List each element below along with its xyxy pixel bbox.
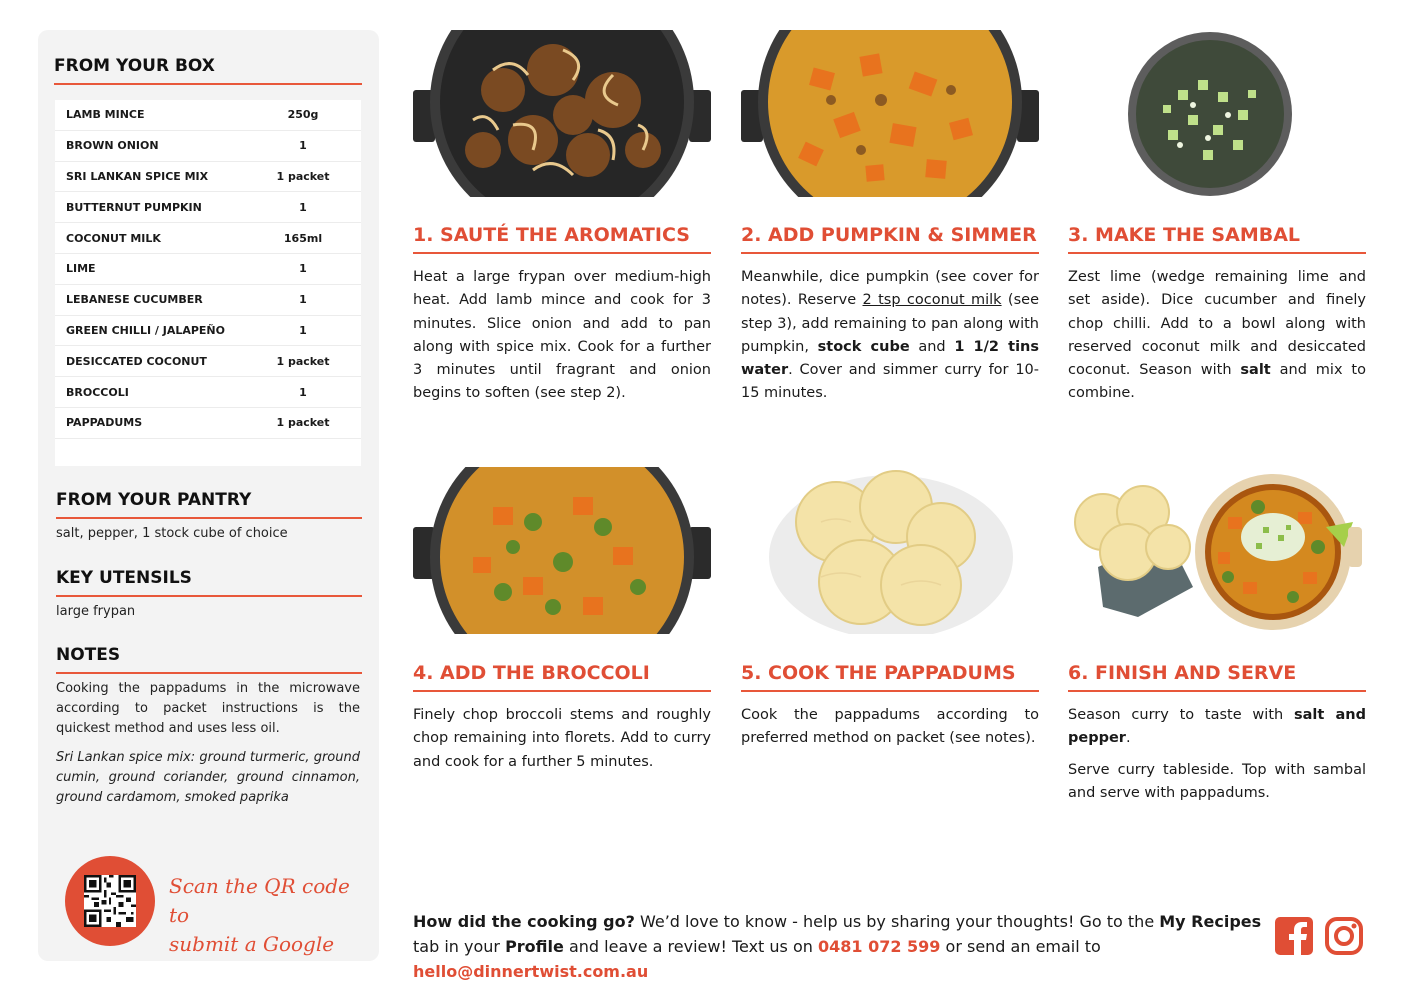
pantry-text: salt, pepper, 1 stock cube of choice	[56, 526, 288, 541]
table-row	[55, 192, 361, 223]
key-utensils-heading: KEY UTENSILS	[56, 568, 362, 597]
step-6-text	[1068, 704, 1366, 751]
ingredient-name: BUTTERNUT PUMPKIN	[66, 200, 202, 214]
footer-phone-link[interactable]: 0481 072 599	[817, 937, 941, 956]
facebook-icon[interactable]	[1275, 917, 1313, 955]
step-6-text-bold: salt and pepper	[1068, 707, 1366, 747]
footer-my-recipes: My Recipes	[1159, 912, 1262, 931]
table-row	[55, 254, 361, 285]
qr-prompt-text	[169, 872, 359, 959]
step-2-image	[741, 30, 1039, 197]
ingredient-qty: 1	[299, 262, 307, 276]
ingredient-name: SRI LANKAN SPICE MIX	[66, 169, 209, 183]
step-6-text-a: Season curry to taste with	[1068, 707, 1294, 723]
ingredient-name: DESICCATED COCONUT	[66, 354, 207, 368]
step-3-text-bold: salt	[1240, 362, 1271, 379]
ingredient-qty: 250g	[287, 108, 319, 122]
ingredient-qty: 1 packet	[276, 169, 330, 183]
qr-code-icon	[84, 875, 136, 927]
footer-question: How did the cooking go?	[413, 912, 635, 931]
ingredient-name: BROWN ONION	[66, 139, 159, 153]
notes-spice-text: Sri Lankan spice mix: ground turmeric, ground cumin, ground coriander, ground cinnamon, ground cardamom, smoked paprika	[56, 750, 360, 805]
from-your-box-heading: FROM YOUR BOX	[54, 56, 362, 85]
ingredient-name: LAMB MINCE	[66, 108, 145, 122]
ingredient-name: BROCCOLI	[66, 385, 129, 399]
ingredient-qty: 165ml	[283, 231, 323, 245]
ingredient-qty: 1 packet	[276, 354, 330, 368]
ingredients-table	[55, 100, 361, 466]
step-3-text	[1068, 266, 1366, 406]
step-1-text: Heat a large frypan over medium-high heat. Add lamb mince and cook for 3 minutes. Slice onion and add to pan along with spice mix. Cook for a further 3 minutes until fragrant and onion begins to soften (see step 2).	[413, 269, 711, 402]
step-3-text-b: and mix to combine.	[1068, 362, 1366, 402]
step-4-text: Finely chop broccoli stems and roughly chop remaining into florets. Add to curry and cook for a further 5 minutes.	[413, 707, 711, 770]
from-your-pantry-heading: FROM YOUR PANTRY	[56, 490, 362, 519]
ingredient-name: PAPPADUMS	[66, 416, 143, 430]
ingredient-qty: 1	[299, 200, 307, 214]
step-2-text-bold-2: 1 1/2 tins water	[741, 338, 1039, 379]
step-6-text-2: Serve curry tableside. Top with sambal and serve with pappadums.	[1068, 762, 1366, 802]
step-6-title: 6. FINISH AND SERVE	[1068, 662, 1366, 692]
ingredient-name: GREEN CHILLI / JALAPEÑO	[66, 323, 225, 337]
step-3-text-a: Zest lime (wedge remaining lime and set aside). Dice cucumber and finely chop chilli. Add to a bowl along with reserved coconut milk and desiccated coconut. Season with	[1068, 269, 1366, 379]
table-row	[55, 223, 361, 254]
ingredient-qty: 1	[299, 139, 307, 153]
footer-text-2: tab in your	[413, 937, 506, 956]
ingredient-qty: 1 packet	[276, 416, 330, 430]
footer-text-4: or send an email to	[940, 937, 1101, 956]
footer-email-link[interactable]: hello@dinnertwist.com.au	[413, 962, 649, 981]
step-1-image	[413, 30, 711, 197]
footer-text-3: and leave a review! Text us on	[563, 937, 818, 956]
step-2-text-c: and	[909, 338, 955, 355]
step-4-image	[413, 467, 711, 634]
step-4-title: 4. ADD THE BROCCOLI	[413, 662, 711, 692]
qr-line-2: submit a Google	[169, 932, 335, 956]
table-row	[55, 346, 361, 377]
instagram-icon[interactable]	[1325, 917, 1363, 955]
utensils-text: large frypan	[56, 604, 136, 619]
ingredient-name: LIME	[66, 262, 96, 276]
footer-feedback	[413, 909, 1263, 984]
step-2-text-d: . Cover and simmer curry for 10-15 minutes.	[741, 362, 1039, 402]
step-2-text-bold-1: stock cube	[817, 338, 910, 355]
table-row	[55, 316, 361, 347]
table-row	[55, 408, 361, 439]
ingredient-qty: 1	[299, 293, 307, 307]
step-5-text: Cook the pappadums according to preferred method on packet (see notes).	[741, 707, 1039, 747]
table-row	[55, 285, 361, 316]
step-6-image	[1068, 467, 1366, 634]
ingredient-name: COCONUT MILK	[66, 231, 161, 245]
footer-text-1: We’d love to know - help us by sharing your thoughts! Go to the	[634, 912, 1160, 931]
step-6-text-b: .	[1125, 730, 1131, 747]
step-2-text-b: (see step 3), add remaining to pan along with pumpkin,	[741, 292, 1039, 355]
step-2-title: 2. ADD PUMPKIN & SIMMER	[741, 224, 1039, 254]
notes-heading: NOTES	[56, 645, 362, 674]
ingredient-qty: 1	[299, 323, 307, 337]
step-5-image	[741, 467, 1039, 634]
sidebar	[38, 30, 379, 961]
ingredient-name: LEBANESE CUCUMBER	[66, 293, 203, 307]
step-3-image	[1068, 30, 1366, 197]
qr-badge[interactable]	[65, 856, 155, 946]
step-5-title: 5. COOK THE PAPPADUMS	[741, 662, 1039, 692]
step-3-title: 3. MAKE THE SAMBAL	[1068, 224, 1366, 254]
table-row	[55, 100, 361, 131]
table-row	[55, 131, 361, 162]
step-2-text-a: Meanwhile, dice pumpkin (see cover for notes). Reserve	[741, 269, 1039, 309]
footer-profile: Profile	[505, 937, 564, 956]
table-row	[55, 377, 361, 408]
qr-line-1: Scan the QR code to	[169, 874, 350, 927]
notes-text: Cooking the pappadums in the microwave according to packet instructions is the quickest method and uses less oil.	[56, 681, 360, 736]
step-2-text	[741, 266, 1039, 406]
ingredient-qty: 1	[299, 385, 307, 399]
step-1-title: 1. SAUTÉ THE AROMATICS	[413, 224, 711, 254]
table-row	[55, 162, 361, 193]
step-2-text-underlined: 2 tsp coconut milk	[862, 292, 1002, 309]
